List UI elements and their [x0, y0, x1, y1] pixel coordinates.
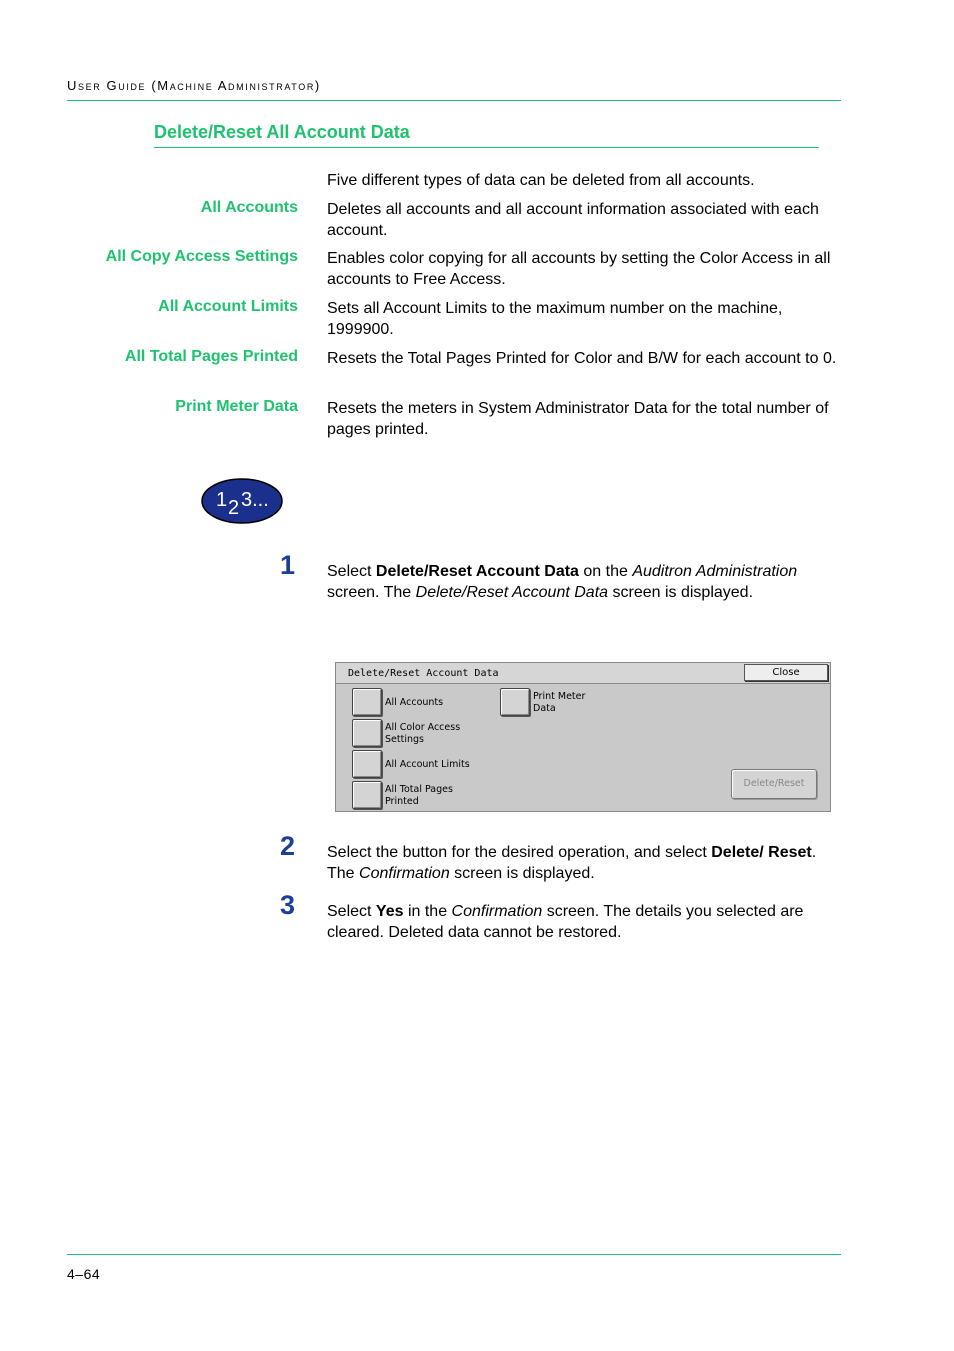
screen-title-bar — [336, 663, 830, 684]
section-rule — [154, 147, 819, 148]
term-print-meter-data: Print Meter Data — [175, 398, 298, 415]
delete-reset-button[interactable]: Delete/Reset — [731, 769, 817, 799]
header-rule — [67, 100, 841, 101]
print-meter-data-label: Print Meter Data — [533, 691, 586, 714]
step-text-3: Select Yes in the Confirmation screen. The details you selected are cleared. Deleted data cannot be restored. — [327, 903, 804, 941]
all-accounts-button[interactable] — [352, 688, 382, 716]
delete-reset-screen — [335, 662, 831, 812]
all-total-pages-printed-label: All Total Pages Printed — [385, 784, 453, 807]
term-all-total-pages-printed: All Total Pages Printed — [124, 348, 298, 365]
footer-rule — [67, 1254, 841, 1255]
term-all-copy-access-settings: All Copy Access Settings — [105, 248, 298, 265]
section-intro: Five different types of data can be deleted from all accounts. — [327, 172, 755, 189]
steps-badge-icon — [201, 478, 283, 524]
step-number-3: 3 — [280, 890, 296, 920]
term-all-account-limits: All Account Limits — [158, 298, 298, 315]
def-all-account-limits: Sets all Account Limits to the maximum number on the machine, 1999900. — [327, 300, 783, 338]
running-header: User Guide (Machine Administrator) — [67, 78, 321, 93]
badge-digit-2: 2 — [228, 497, 240, 519]
def-all-total-pages-printed: Resets the Total Pages Printed for Color and B/W for each account to 0. — [327, 350, 837, 367]
step-text-1: Select Delete/Reset Account Data on the Auditron Administration screen. The Delete/Reset Account Data screen is displayed. — [327, 563, 798, 601]
screen-title: Delete/Reset Account Data — [348, 668, 499, 679]
step-number-1: 1 — [280, 550, 296, 580]
def-all-copy-access-settings: Enables color copying for all accounts by setting the Color Access in all accounts to Free Access. — [327, 250, 831, 288]
section-title: Delete/Reset All Account Data — [154, 122, 410, 142]
print-meter-data-button[interactable] — [500, 688, 530, 716]
def-print-meter-data: Resets the meters in System Administrator Data for the total number of pages printed. — [327, 400, 829, 438]
all-account-limits-button[interactable] — [352, 750, 382, 778]
all-account-limits-label: All Account Limits — [385, 759, 470, 770]
all-color-access-settings-button[interactable] — [352, 719, 382, 747]
page-number: 4–64 — [67, 1266, 101, 1282]
close-button[interactable]: Close — [744, 664, 828, 681]
all-total-pages-printed-button[interactable] — [352, 781, 382, 809]
badge-digit-1: 1 — [216, 489, 228, 511]
step-text-2: Select the button for the desired operation, and select Delete/ Reset. The Confirmation screen is displayed. — [327, 844, 817, 882]
term-all-accounts: All Accounts — [200, 199, 298, 216]
all-color-access-settings-label: All Color Access Settings — [385, 722, 461, 745]
def-all-accounts: Deletes all accounts and all account information associated with each account. — [327, 201, 819, 239]
badge-digit-3: 3... — [241, 489, 269, 511]
all-accounts-label: All Accounts — [385, 697, 444, 708]
step-number-2: 2 — [280, 831, 296, 861]
